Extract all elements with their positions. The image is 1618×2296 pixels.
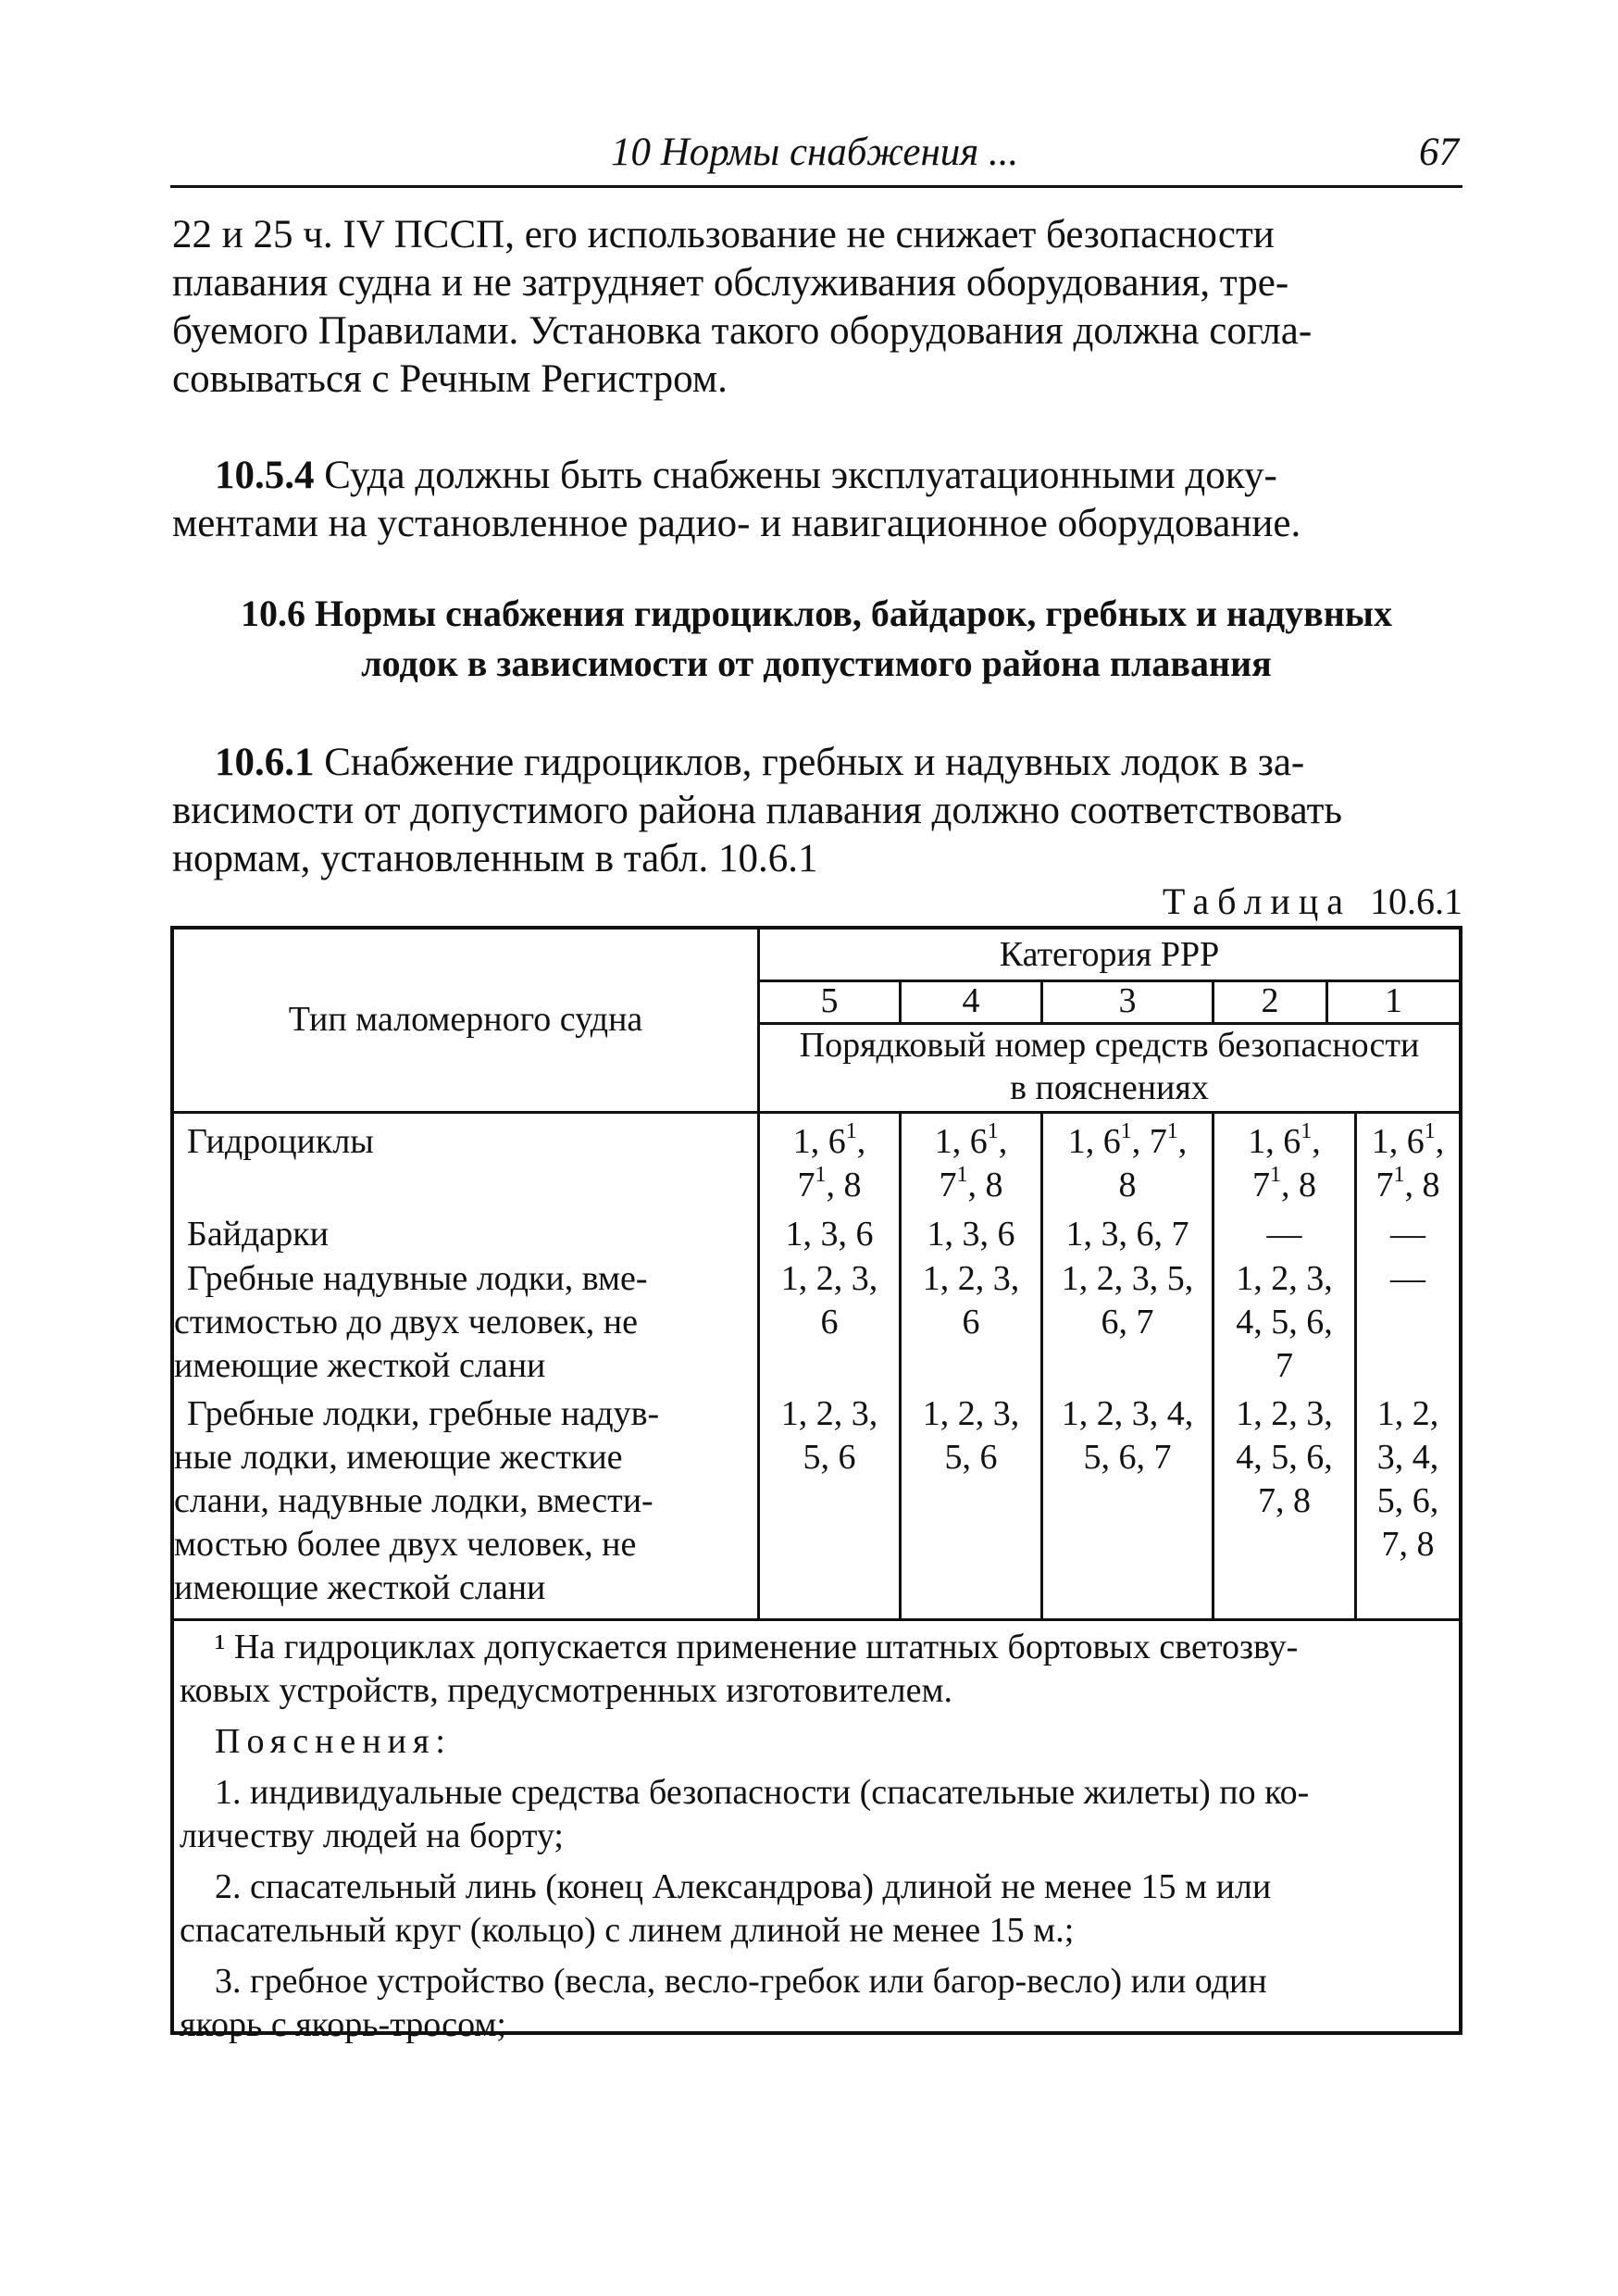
row-type-kayaks: Байдарки — [187, 1215, 330, 1254]
table-cell: 1, $6^1$, $7^1$, 8 — [1371, 1119, 1445, 1204]
table-cell — [1214, 1392, 1354, 1523]
heading-line: лодок в зависимости от допустимого района плавания — [361, 643, 1272, 684]
text-line: Гребные лодки, гребные надув- — [187, 1394, 660, 1433]
cell-line: 1, 2, 3, — [922, 1259, 1020, 1298]
table-cell: 1, $6^1$, $7^1$, 8 — [1067, 1119, 1188, 1204]
cell-line: 5, 6 — [944, 1438, 998, 1477]
text-line: слани, надувные лодки, вмести- — [174, 1481, 653, 1520]
cell-line: 1, 2, — [1376, 1394, 1439, 1433]
table-caption-word: Таблица — [1162, 880, 1351, 922]
text-line: нормам, установленным в табл. 10.6.1 — [172, 837, 818, 880]
table-cell — [1043, 1392, 1212, 1479]
paragraph-10-6-1 — [172, 739, 1461, 883]
running-title: 10 Нормы снабжения ... — [611, 131, 1019, 174]
table-cell — [1043, 1257, 1212, 1344]
rule — [174, 1111, 1459, 1114]
cell-line: 5, 6, 7 — [1083, 1438, 1172, 1477]
cell-line: 7, 8 — [1258, 1481, 1311, 1520]
table-cell — [902, 1257, 1040, 1344]
rule — [174, 1618, 1459, 1621]
header-category: Категория РРР — [999, 935, 1220, 974]
clause-number: 10.5.4 — [215, 454, 315, 497]
table-cell: 1, $6^1$, $7^1$, 8 — [792, 1119, 866, 1204]
table-notes — [180, 1626, 1453, 2047]
text-line — [172, 739, 1461, 787]
text-line: ные лодки, имеющие жесткие — [174, 1438, 623, 1477]
table-cell — [760, 1257, 899, 1344]
text-line: совываться с Речным Регистром. — [172, 357, 728, 401]
footnote-line: ковых устройств, предусмотренных изготовителем. — [180, 1671, 952, 1710]
table-cell: 1, $6^1$, $7^1$, 8 — [934, 1119, 1008, 1204]
cell-line: 1, 2, 3, 4, — [1061, 1394, 1194, 1433]
cell-line: 6 — [820, 1303, 839, 1341]
header-safety-numbers — [760, 1024, 1459, 1109]
row-type-inflatable-small — [174, 1257, 753, 1388]
category-2: 2 — [1261, 981, 1279, 1020]
text-line: плавания судна и не затрудняет обслуживания оборудования, тре- — [172, 261, 1289, 305]
paragraph-continuation — [172, 211, 1461, 404]
text-line: имеющие жесткой слани — [174, 1568, 546, 1607]
table-cell: 1, 3, 6, 7 — [1065, 1215, 1189, 1254]
text-line: буемого Правилами. Установка такого оборудования должна согла- — [172, 309, 1313, 353]
table-cell: — — [1390, 1215, 1425, 1254]
row-type-rowing-boats — [174, 1392, 753, 1610]
header-vessel-type: Тип маломерного судна — [288, 1000, 643, 1039]
table-cell: — — [1390, 1259, 1425, 1298]
table-cell: 1, $6^1$, $7^1$, 8 — [1248, 1119, 1321, 1204]
cell-line: 6 — [962, 1303, 980, 1341]
cell-line: 1, 2, 3, 5, — [1061, 1259, 1194, 1298]
explanation-line: 1. индивидуальные средства безопасности (спасательные жилеты) по ко- — [215, 1773, 1310, 1812]
table-cell — [1214, 1257, 1354, 1388]
text-line: имеющие жесткой слани — [174, 1346, 546, 1385]
cell-line: 1, 2, 3, — [1236, 1394, 1333, 1433]
section-heading — [172, 589, 1461, 689]
text-line: висимости от допустимого района плавания должно соответствовать — [172, 789, 1342, 832]
table-cell — [760, 1392, 899, 1479]
explanation-line: спасательный круг (кольцо) с линем длиной не менее 15 м.; — [180, 1911, 1075, 1950]
supply-norms-table — [170, 926, 1462, 2044]
cell-line: 6, 7 — [1101, 1303, 1154, 1341]
cell-line: 5, 6, — [1376, 1481, 1439, 1520]
cell-line: 1, 2, 3, — [1236, 1259, 1333, 1298]
text-line: ментами на установленное радио- и навигационное оборудование. — [172, 502, 1301, 545]
table-cell — [1357, 1392, 1459, 1566]
category-3: 3 — [1118, 981, 1137, 1020]
explanation-line: 2. спасательный линь (конец Александрова) длиной не менее 15 м или — [215, 1867, 1272, 1906]
page-number: 67 — [1419, 131, 1459, 174]
table-cell: 1, 3, 6 — [927, 1215, 1015, 1254]
heading-line: 10.6 Нормы снабжения гидроциклов, байдарок, гребных и надувных — [240, 593, 1393, 634]
cell-line: 1, 2, 3, — [780, 1394, 878, 1433]
explanation-line: якорь с якорь-тросом; — [180, 2005, 506, 2044]
explanation-line: личеству людей на борту; — [180, 1816, 564, 1855]
cell-line: 7 — [1276, 1346, 1293, 1385]
category-5: 5 — [820, 981, 839, 1020]
text-span: Суда должны быть снабжены эксплуатационными доку- — [324, 454, 1277, 497]
row-type-jetski: Гидроциклы — [187, 1122, 374, 1161]
cell-line: 7, 8 — [1381, 1525, 1435, 1564]
running-header — [170, 128, 1462, 188]
table-cell: 1, 3, 6 — [785, 1215, 874, 1254]
table-cell — [902, 1392, 1040, 1479]
cell-line: 4, 5, 6, — [1236, 1303, 1333, 1341]
table-caption-number: 10.6.1 — [1370, 880, 1462, 922]
text-span: Снабжение гидроциклов, гребных и надувных лодок в за- — [324, 741, 1305, 784]
footnote-line: ¹ На гидроциклах допускается применение штатных бортовых светозву- — [215, 1628, 1299, 1666]
clause-number: 10.6.1 — [215, 741, 315, 784]
explanation-line: 3. гребное устройство (весла, весло-гребок или багор-весло) или один — [215, 1962, 1267, 2001]
explanations-title: Пояснения: — [215, 1722, 452, 1761]
table-caption — [1163, 880, 1462, 923]
text-line: 22 и 25 ч. IV ПССП, его использование не снижает безопасности — [172, 213, 1275, 256]
cell-line: 1, 2, 3, — [922, 1394, 1020, 1433]
cell-line: 5, 6 — [803, 1438, 856, 1477]
text-line: мостью более двух человек, не — [174, 1525, 637, 1564]
text-line — [172, 452, 1461, 500]
cell-line: 4, 5, 6, — [1236, 1438, 1333, 1477]
text-line: стимостью до двух человек, не — [174, 1303, 638, 1341]
table-cell: — — [1266, 1215, 1302, 1254]
text-line: Гребные надувные лодки, вме- — [187, 1259, 648, 1298]
category-1: 1 — [1385, 981, 1402, 1020]
cell-line: 1, 2, 3, — [780, 1259, 878, 1298]
paragraph-10-5-4 — [172, 452, 1461, 548]
category-4: 4 — [962, 981, 980, 1020]
subheader-line: Порядковый номер средств безопасности — [799, 1026, 1420, 1065]
subheader-line: в пояснениях — [1010, 1068, 1209, 1107]
cell-line: 3, 4, — [1376, 1438, 1439, 1477]
